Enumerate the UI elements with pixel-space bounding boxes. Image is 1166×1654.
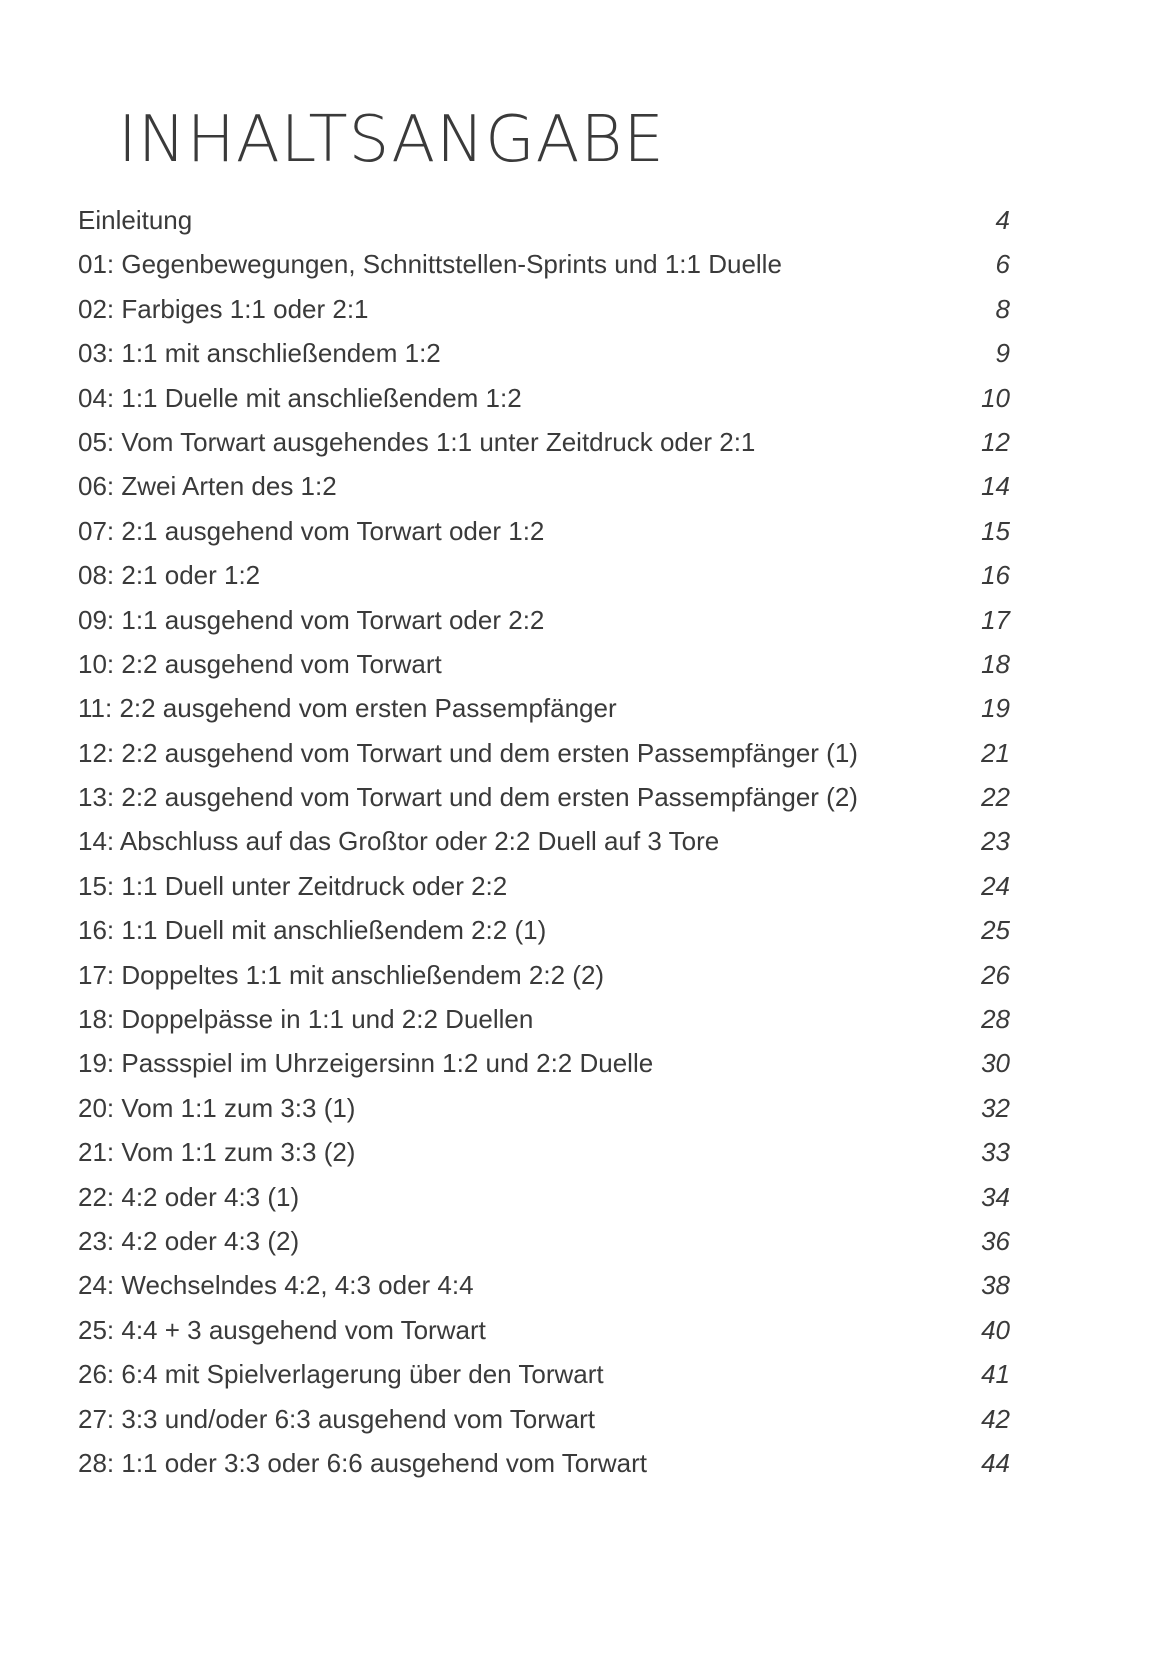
toc-entry-title: 09: 1:1 ausgehend vom Torwart oder 2:2 xyxy=(78,604,545,635)
toc-entry xyxy=(78,287,1010,331)
toc-entry-title: 08: 2:1 oder 1:2 xyxy=(78,560,261,591)
toc-entry-title: 26: 6:4 mit Spielverlagerung über den Torwart xyxy=(78,1359,604,1390)
toc-entry-title: 10: 2:2 ausgehend vom Torwart xyxy=(78,648,442,679)
toc-entry-title: 01: Gegenbewegungen, Schnittstellen-Sprints und 1:1 Duelle xyxy=(78,249,782,280)
toc-entry-page-number: 26 xyxy=(981,959,1010,990)
toc-entry-title: 15: 1:1 Duell unter Zeitdruck oder 2:2 xyxy=(78,870,508,901)
toc-entry-title: 04: 1:1 Duelle mit anschließendem 1:2 xyxy=(78,382,522,413)
toc-entry-page-number: 32 xyxy=(981,1092,1010,1123)
toc-entry-page-number: 21 xyxy=(981,737,1010,768)
toc-entry-title: 16: 1:1 Duell mit anschließendem 2:2 (1) xyxy=(78,915,547,946)
toc-entry-page-number: 44 xyxy=(981,1447,1010,1478)
toc-entry-title: 25: 4:4 + 3 ausgehend vom Torwart xyxy=(78,1314,486,1345)
toc-entry xyxy=(78,1352,1010,1396)
toc-entry-page-number: 4 xyxy=(995,205,1010,235)
toc-entry-page-number: 25 xyxy=(981,915,1010,946)
toc-entry-title: 19: Passspiel im Uhrzeigersinn 1:2 und 2:2 Duelle xyxy=(78,1048,654,1079)
toc-entry xyxy=(78,553,1010,597)
toc-entry-page-number: 40 xyxy=(981,1314,1010,1345)
toc-entry-title: 17: Doppeltes 1:1 mit anschließendem 2:2 (2) xyxy=(78,959,605,990)
toc-entry-title: 28: 1:1 oder 3:3 oder 6:6 ausgehend vom Torwart xyxy=(78,1447,648,1478)
toc-entry xyxy=(78,1263,1010,1307)
toc-entry-title: 07: 2:1 ausgehend vom Torwart oder 1:2 xyxy=(78,515,545,546)
toc-entry xyxy=(78,1397,1010,1441)
toc-entry-page-number: 36 xyxy=(981,1225,1010,1256)
toc-entry xyxy=(78,642,1010,686)
toc-entry xyxy=(78,1175,1010,1219)
toc-entry xyxy=(78,598,1010,642)
toc-entry-title: 03: 1:1 mit anschließendem 1:2 xyxy=(78,338,441,369)
toc-entry-page-number: 24 xyxy=(981,870,1010,901)
toc-entry-page-number: 10 xyxy=(981,382,1010,413)
toc-entry-title: 20: Vom 1:1 zum 3:3 (1) xyxy=(78,1092,356,1123)
toc-entry-page-number: 16 xyxy=(981,560,1010,591)
toc-entry-page-number: 34 xyxy=(981,1181,1010,1212)
toc-entry-page-number: 17 xyxy=(981,604,1010,635)
toc-entry-title: 14: Abschluss auf das Großtor oder 2:2 Duell auf 3 Tore xyxy=(78,826,720,857)
toc-entry xyxy=(78,420,1010,464)
toc-entry xyxy=(78,731,1010,775)
toc-entry xyxy=(78,1041,1010,1085)
toc-entry-page-number: 41 xyxy=(981,1359,1010,1390)
toc-entry-page-number: 38 xyxy=(981,1270,1010,1301)
toc-entry xyxy=(78,242,1010,286)
toc-entry xyxy=(78,198,1010,242)
toc-entry xyxy=(78,908,1010,952)
toc-entry-page-number: 12 xyxy=(981,426,1010,457)
table-of-contents xyxy=(78,198,1010,1485)
toc-entry xyxy=(78,1308,1010,1352)
toc-entry xyxy=(78,376,1010,420)
toc-entry-page-number: 30 xyxy=(981,1048,1010,1079)
toc-entry-page-number: 15 xyxy=(981,515,1010,546)
toc-entry xyxy=(78,464,1010,508)
toc-entry xyxy=(78,1086,1010,1130)
toc-entry xyxy=(78,331,1010,375)
toc-entry xyxy=(78,775,1010,819)
toc-entry-title: 22: 4:2 oder 4:3 (1) xyxy=(78,1181,300,1212)
toc-entry-page-number: 9 xyxy=(995,338,1010,369)
toc-entry xyxy=(78,1441,1010,1485)
toc-entry xyxy=(78,819,1010,863)
toc-entry xyxy=(78,1219,1010,1263)
toc-entry-title: 02: Farbiges 1:1 oder 2:1 xyxy=(78,293,369,324)
page-title: INHALTSANGABE xyxy=(118,103,665,177)
toc-entry-title: Einleitung xyxy=(78,205,193,235)
toc-entry-page-number: 18 xyxy=(981,648,1010,679)
toc-entry-title: 18: Doppelpässe in 1:1 und 2:2 Duellen xyxy=(78,1004,534,1035)
toc-entry xyxy=(78,509,1010,553)
toc-entry-title: 27: 3:3 und/oder 6:3 ausgehend vom Torwart xyxy=(78,1403,595,1434)
toc-entry-title: 23: 4:2 oder 4:3 (2) xyxy=(78,1225,300,1256)
toc-entry-page-number: 14 xyxy=(981,471,1010,502)
toc-entry xyxy=(78,864,1010,908)
toc-entry-page-number: 19 xyxy=(981,693,1010,724)
toc-entry xyxy=(78,953,1010,997)
toc-entry-page-number: 42 xyxy=(981,1403,1010,1434)
toc-entry-page-number: 8 xyxy=(995,293,1010,324)
toc-entry-title: 06: Zwei Arten des 1:2 xyxy=(78,471,337,502)
toc-entry-page-number: 28 xyxy=(981,1004,1010,1035)
toc-entry-title: 13: 2:2 ausgehend vom Torwart und dem ersten Passempfänger (2) xyxy=(78,782,858,813)
toc-entry-page-number: 23 xyxy=(981,826,1010,857)
toc-entry-title: 21: Vom 1:1 zum 3:3 (2) xyxy=(78,1137,356,1168)
toc-entry-title: 05: Vom Torwart ausgehendes 1:1 unter Zeitdruck oder 2:1 xyxy=(78,426,756,457)
toc-entry-page-number: 22 xyxy=(981,782,1010,813)
toc-entry-title: 12: 2:2 ausgehend vom Torwart und dem ersten Passempfänger (1) xyxy=(78,737,858,768)
toc-entry-title: 24: Wechselndes 4:2, 4:3 oder 4:4 xyxy=(78,1270,474,1301)
toc-entry xyxy=(78,997,1010,1041)
toc-entry-title: 11: 2:2 ausgehend vom ersten Passempfänger xyxy=(78,693,617,724)
toc-entry-page-number: 6 xyxy=(995,249,1010,280)
toc-entry xyxy=(78,1130,1010,1174)
toc-entry xyxy=(78,686,1010,730)
toc-entry-page-number: 33 xyxy=(981,1137,1010,1168)
